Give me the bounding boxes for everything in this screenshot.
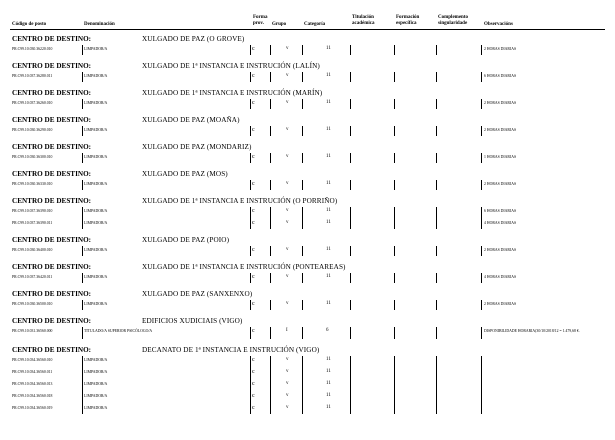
column-rule (270, 72, 271, 82)
row-denominacion: LIMPADOR/A (84, 101, 108, 105)
column-rule (270, 126, 271, 136)
column-rule (270, 207, 271, 229)
column-rule (82, 327, 83, 339)
column-rule (350, 72, 351, 82)
centro-label: CENTRO DE DESTINO: (12, 236, 92, 244)
row-observacions: 4 HORAS DIARIAS (484, 275, 517, 279)
row-categoria: 11 (326, 369, 331, 374)
column-rule (302, 99, 303, 109)
centro-name: XULGADO DE 1ª INSTANCIA E INSTRUCIÓN (O PORRIÑO) (142, 197, 338, 205)
row-forma: c (252, 381, 255, 387)
row-observacions: 2 HORAS DIARIAS (484, 47, 517, 51)
column-rule (394, 126, 395, 136)
column-rule (250, 246, 251, 256)
row-categoria: 11 (326, 381, 331, 386)
row-denominacion: LIMPADOR/A (84, 155, 108, 159)
row-observacions: 2 HORAS DIARIAS (484, 302, 517, 306)
column-rule (436, 153, 437, 163)
row-grupo: v (286, 393, 289, 398)
row-code: PR.C99.10.037.36420.011 (12, 275, 53, 279)
row-forma: c (252, 220, 255, 226)
row-categoria: 11 (326, 154, 331, 159)
column-rule (350, 300, 351, 310)
header-complemento-2: singularidade (438, 21, 468, 26)
header-formacion-1: Formación (396, 15, 420, 20)
row-grupo: v (286, 127, 289, 132)
column-rule (394, 180, 395, 190)
column-rule (481, 207, 482, 229)
centro-name: EDIFICIOS XUDICIAIS (VIGO) (142, 317, 243, 325)
column-rule (82, 207, 83, 229)
row-forma: c (252, 208, 255, 214)
centro-name: XULGADO DE 1ª INSTANCIA E INSTRUCIÓN (LALÍN) (142, 62, 320, 70)
column-rule (481, 246, 482, 256)
column-rule (270, 180, 271, 190)
column-rule (394, 207, 395, 229)
row-code: PR.C99.10.030.36290.010 (12, 128, 53, 132)
row-code: PR.C99.10.034.36560.013 (12, 382, 53, 386)
column-rule (250, 327, 251, 339)
column-rule (82, 300, 83, 310)
centro-label: CENTRO DE DESTINO: (12, 62, 92, 70)
column-rule (394, 153, 395, 163)
header-titulacion-2: académica (352, 21, 375, 26)
row-denominacion: TITULADO/A SUPERIOR PSICÓLOGO/A (84, 329, 153, 333)
row-denominacion: LIMPADOR/A (84, 275, 108, 279)
row-denominacion: LIMPADOR/A (84, 128, 108, 132)
column-rule (436, 300, 437, 310)
column-rule (394, 72, 395, 82)
column-rule (394, 300, 395, 310)
column-rule (350, 356, 351, 414)
column-rule (481, 99, 482, 109)
column-rule (82, 72, 83, 82)
column-rule (250, 72, 251, 82)
column-rule (302, 180, 303, 190)
column-rule (436, 99, 437, 109)
column-rule (436, 72, 437, 82)
row-denominacion: LIMPADOR/A (84, 382, 108, 386)
row-code: PR.C99.10.030.36220.010 (12, 47, 53, 51)
row-forma: c (252, 328, 255, 334)
header-denominacion: Denominación (84, 22, 115, 27)
centro-label: CENTRO DE DESTINO: (12, 170, 92, 178)
row-grupo: v (286, 247, 289, 252)
column-rule (350, 99, 351, 109)
column-rule (250, 153, 251, 163)
centro-name: XULGADO DE 1ª INSTANCIA E INSTRUCIÓN (MARÍN) (142, 89, 323, 97)
row-observacions: 2 HORAS DIARIAS (484, 101, 517, 105)
centro-name: XULGADO DE PAZ (SANXENXO) (142, 290, 253, 298)
row-grupo: v (286, 301, 289, 306)
column-rule (481, 273, 482, 283)
row-grupo: v (286, 220, 289, 225)
header-grupo: Grupo (272, 22, 287, 27)
column-rule (436, 273, 437, 283)
column-rule (394, 273, 395, 283)
row-grupo: v (286, 154, 289, 159)
column-rule (82, 273, 83, 283)
row-denominacion: LIMPADOR/A (84, 47, 108, 51)
header-forma: Forma (253, 15, 268, 20)
row-grupo: v (286, 46, 289, 51)
column-rule (394, 327, 395, 339)
column-rule (82, 126, 83, 136)
centro-label: CENTRO DE DESTINO: (12, 197, 92, 205)
column-rule (302, 153, 303, 163)
column-rule (394, 45, 395, 55)
centro-name: XULGADO DE PAZ (O GROVE) (142, 35, 245, 43)
column-rule (270, 153, 271, 163)
column-rule (302, 327, 303, 339)
row-code: PR.C99.10.030.36330.010 (12, 182, 53, 186)
row-code: PR.C99.10.037.36390.011 (12, 221, 53, 225)
column-rule (394, 356, 395, 414)
column-rule (270, 45, 271, 55)
row-observacions: DISPONIBILIDADE HORARIA(30/10/2018/12 = 1.479,68 €. (484, 329, 580, 333)
column-rule (394, 246, 395, 256)
column-rule (250, 99, 251, 109)
header-codigo: Código de posto (12, 22, 47, 27)
row-denominacion: LIMPADOR/A (84, 248, 108, 252)
column-rule (270, 99, 271, 109)
column-rule (350, 207, 351, 229)
column-rule (350, 180, 351, 190)
centro-label: CENTRO DE DESTINO: (12, 263, 92, 271)
header-titulacion-1: Titulación (352, 15, 374, 20)
row-forma: c (252, 274, 255, 280)
column-rule (350, 273, 351, 283)
row-categoria: 11 (326, 73, 331, 78)
row-forma: c (252, 357, 255, 363)
header-complemento-1: Complemento (438, 15, 468, 20)
row-observacions: 4 HORAS DIARIAS (484, 221, 517, 225)
row-grupo: v (286, 405, 289, 410)
centro-label: CENTRO DE DESTINO: (12, 89, 92, 97)
column-rule (302, 273, 303, 283)
centro-label: CENTRO DE DESTINO: (12, 290, 92, 298)
column-rule (302, 300, 303, 310)
header-formacion-2: específica (396, 21, 417, 26)
column-rule (302, 207, 303, 229)
row-forma: c (252, 369, 255, 375)
row-forma: c (252, 393, 255, 399)
column-rule (436, 126, 437, 136)
centro-label: CENTRO DE DESTINO: (12, 317, 92, 325)
centro-label: CENTRO DE DESTINO: (12, 143, 92, 151)
column-rule (302, 356, 303, 414)
column-rule (250, 356, 251, 414)
column-rule (82, 246, 83, 256)
row-grupo: v (286, 100, 289, 105)
column-rule (302, 45, 303, 55)
row-code: PR.C99.10.030.36500.010 (12, 302, 53, 306)
centro-name: DECANATO DE 1ª INSTANCIA E INSTRUCIÓN (VIGO) (142, 346, 320, 354)
row-code: PR.C99.10.034.36560.011 (12, 370, 53, 374)
column-rule (436, 356, 437, 414)
row-denominacion: LIMPADOR/A (84, 74, 108, 78)
column-rule (481, 327, 482, 339)
row-code: PR.C99.10.037.36280.011 (12, 74, 53, 78)
row-categoria: 11 (326, 100, 331, 105)
row-grupo: v (286, 73, 289, 78)
column-rule (270, 273, 271, 283)
column-rule (436, 45, 437, 55)
column-rule (250, 45, 251, 55)
column-rule (350, 327, 351, 339)
row-observacions: 6 HORAS DIARIAS (484, 209, 517, 213)
row-denominacion: LIMPADOR/A (84, 302, 108, 306)
column-rule (302, 246, 303, 256)
row-forma: c (252, 301, 255, 307)
row-forma: c (252, 181, 255, 187)
column-rule (350, 126, 351, 136)
row-grupo: v (286, 181, 289, 186)
column-rule (82, 45, 83, 55)
column-rule (82, 153, 83, 163)
centro-name: XULGADO DE PAZ (POIO) (142, 236, 230, 244)
column-rule (350, 45, 351, 55)
row-grupo: v (286, 357, 289, 362)
row-code: PR.C99.10.034.36560.010 (12, 358, 53, 362)
column-rule (481, 72, 482, 82)
header-prov: prov. (253, 21, 264, 26)
column-rule (481, 180, 482, 190)
row-forma: c (252, 405, 255, 411)
column-rule (481, 45, 482, 55)
row-code: PR.C99.10.037.36390.010 (12, 209, 53, 213)
column-rule (481, 300, 482, 310)
row-code: PR.C99.10.031.36560.000 (12, 329, 53, 333)
row-denominacion: LIMPADOR/A (84, 182, 108, 186)
row-forma: c (252, 46, 255, 52)
row-grupo: v (286, 381, 289, 386)
column-rule (436, 327, 437, 339)
row-categoria: 11 (326, 181, 331, 186)
column-rule (481, 356, 482, 414)
row-forma: c (252, 100, 255, 106)
row-categoria: 11 (326, 301, 331, 306)
row-categoria: 6 (326, 328, 329, 333)
column-rule (350, 153, 351, 163)
column-rule (302, 126, 303, 136)
row-grupo: v (286, 369, 289, 374)
row-categoria: 11 (326, 220, 331, 225)
column-rule (302, 72, 303, 82)
row-forma: c (252, 127, 255, 133)
column-rule (394, 99, 395, 109)
column-rule (250, 207, 251, 229)
centro-name: XULGADO DE PAZ (MONDARIZ) (142, 143, 252, 151)
row-categoria: 11 (326, 46, 331, 51)
row-grupo: I (286, 328, 288, 333)
row-categoria: 11 (326, 405, 331, 410)
column-rule (270, 246, 271, 256)
row-categoria: 11 (326, 274, 331, 279)
column-rule (481, 126, 482, 136)
row-grupo: v (286, 208, 289, 213)
centro-label: CENTRO DE DESTINO: (12, 346, 92, 354)
column-rule (270, 356, 271, 414)
column-rule (436, 246, 437, 256)
row-categoria: 11 (326, 247, 331, 252)
row-denominacion: LIMPADOR/A (84, 358, 108, 362)
column-rule (270, 327, 271, 339)
row-denominacion: LIMPADOR/A (84, 394, 108, 398)
row-code: PR.C99.10.034.36560.018 (12, 394, 53, 398)
column-rule (250, 126, 251, 136)
row-observacions: 2 HORAS DIARIAS (484, 248, 517, 252)
row-observacions: 2 HORAS DIARIAS (484, 182, 517, 186)
column-rule (350, 246, 351, 256)
row-forma: c (252, 247, 255, 253)
header-observacions: Observacións (484, 22, 513, 27)
row-observacions: 2 HORAS DIARIAS (484, 128, 517, 132)
centro-name: XULGADO DE PAZ (MOAÑA) (142, 116, 240, 124)
row-code: PR.C99.10.037.36260.010 (12, 101, 53, 105)
column-rule (436, 207, 437, 229)
row-categoria: 11 (326, 127, 331, 132)
column-rule (250, 300, 251, 310)
row-categoria: 11 (326, 208, 331, 213)
row-denominacion: LIMPADOR/A (84, 370, 108, 374)
centro-label: CENTRO DE DESTINO: (12, 116, 92, 124)
row-forma: c (252, 73, 255, 79)
column-rule (270, 300, 271, 310)
centro-name: XULGADO DE 1ª INSTANCIA E INSTRUCIÓN (PONTEAREAS) (142, 263, 346, 271)
column-rule (481, 153, 482, 163)
column-rule (250, 180, 251, 190)
row-code: PR.C99.10.030.36300.010 (12, 155, 53, 159)
row-forma: c (252, 154, 255, 160)
row-code: PR.C99.10.034.36560.019 (12, 406, 53, 410)
column-rule (250, 273, 251, 283)
row-observacions: 1 HORAS DIARIAS (484, 155, 517, 159)
row-denominacion: LIMPADOR/A (84, 209, 108, 213)
row-observacions: 6 HORAS DIARIAS (484, 74, 517, 78)
row-denominacion: LIMPADOR/A (84, 406, 108, 410)
centro-name: XULGADO DE PAZ (MOS) (142, 170, 228, 178)
row-denominacion: LIMPADOR/A (84, 221, 108, 225)
row-categoria: 11 (326, 393, 331, 398)
header-categoria: Categoría (304, 22, 326, 27)
row-code: PR.C99.10.030.36400.010 (12, 248, 53, 252)
column-rule (82, 99, 83, 109)
column-rule (436, 180, 437, 190)
row-categoria: 11 (326, 357, 331, 362)
column-rule (82, 180, 83, 190)
column-rule (82, 356, 83, 414)
centro-label: CENTRO DE DESTINO: (12, 35, 92, 43)
row-grupo: v (286, 274, 289, 279)
